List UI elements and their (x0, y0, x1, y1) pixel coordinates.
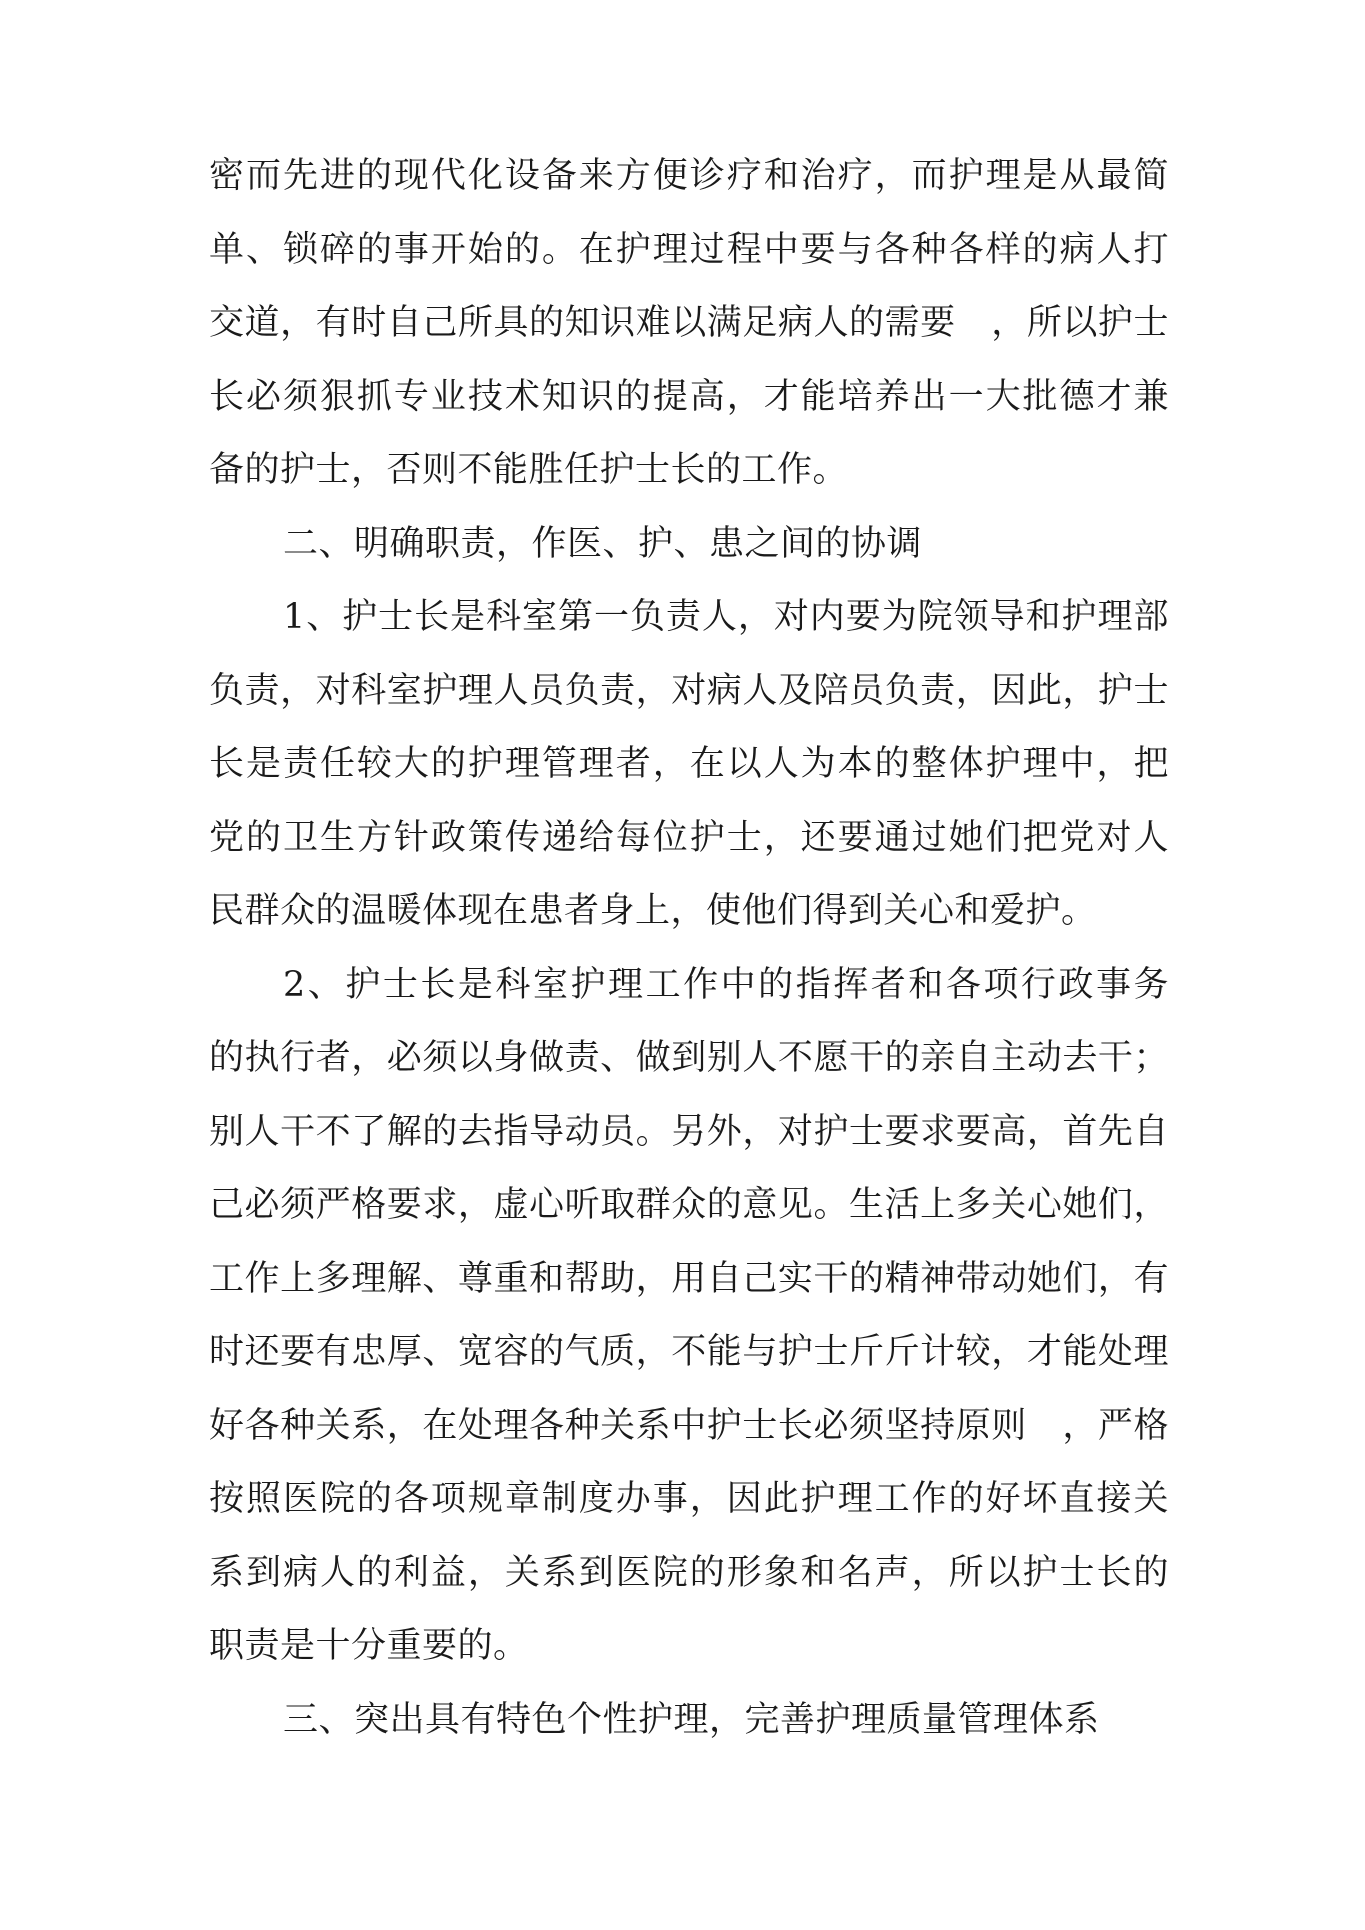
text-line: 2、护士长是科室护理工作中的指挥者和各项行政事务 (283, 964, 1169, 1005)
text-line: 1、护士长是科室第一负责人，对内要为院领导和护理部 (283, 597, 1169, 637)
text-line: 的执行者，必须以身做责、做到别人不愿干的亲自主动去干； (209, 1038, 1169, 1078)
text-line: 单、锁碎的事开始的。在护理过程中要与各种各样的病人打 (209, 229, 1169, 270)
text-line: 别人干不了解的去指导动员。另外，对护士要求要高，首先自 (209, 1111, 1169, 1152)
text-line: 三、突出具有特色个性护理，完善护理质量管理体系 (283, 1699, 1100, 1740)
text-line: 按照医院的各项规章制度办事，因此护理工作的好坏直接关 (209, 1479, 1169, 1519)
text-line: 长必须狠抓专业技术知识的提高，才能培养出一大批德才兼 (209, 376, 1169, 417)
text-line: 好各种关系，在处理各种关系中护士长必须坚持原则 ，严格 (209, 1405, 1169, 1446)
text-line: 工作上多理解、尊重和帮助，用自己实干的精神带动她们，有 (209, 1258, 1169, 1299)
text-line: 党的卫生方针政策传递给每位护士，还要通过她们把党对人 (209, 817, 1169, 858)
text-line: 密而先进的现代化设备来方便诊疗和治疗，而护理是从最简 (209, 156, 1169, 196)
text-line: 长是责任较大的护理管理者，在以人为本的整体护理中，把 (209, 744, 1169, 784)
text-line: 职责是十分重要的。 (209, 1626, 529, 1666)
text-line: 系到病人的利益，关系到医院的形象和名声，所以护士长的 (209, 1552, 1169, 1593)
body-text (209, 140, 1169, 1757)
text-line: 时还要有忠厚、宽容的气质，不能与护士斤斤计较，才能处理 (209, 1332, 1169, 1372)
text-line: 民群众的温暖体现在患者身上，使他们得到关心和爱护。 (209, 891, 1097, 931)
text-line: 备的护士，否则不能胜任护士长的工作。 (209, 450, 849, 490)
text-line: 二、明确职责，作医、护、患之间的协调 (283, 523, 923, 564)
text-line: 负责，对科室护理人员负责，对病人及陪员负责，因此，护士 (209, 670, 1169, 711)
text-line: 交道，有时自己所具的知识难以满足病人的需要 ，所以护士 (209, 303, 1169, 343)
text-line: 己必须严格要求，虚心听取群众的意见。生活上多关心她们， (209, 1185, 1169, 1225)
